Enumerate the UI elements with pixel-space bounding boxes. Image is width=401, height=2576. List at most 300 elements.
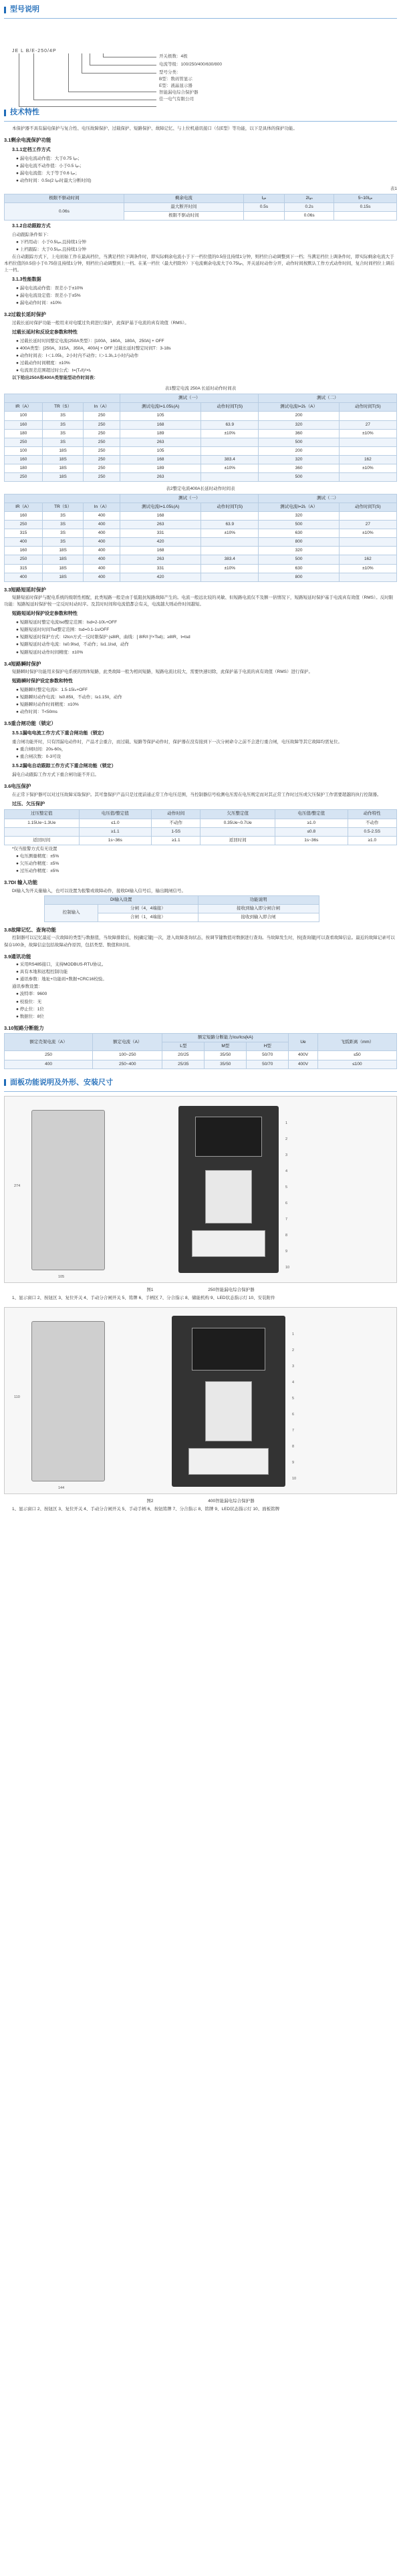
table-row [5, 429, 397, 438]
table-header-cell: 测试电流I=1.05Iᵣ(A) [120, 403, 201, 412]
table-cell: 3S [42, 429, 83, 438]
table-cell: 接收到输入即合闸 [198, 913, 319, 921]
table-cell: 200 [259, 412, 339, 420]
table-voltage-protection [4, 809, 397, 845]
table-header-cell: TR（S） [42, 503, 83, 512]
paragraph: 重合闸功能开时，只有因漏电动作时，产品才会重合，而过载、短路等保护动作时，保护器在没有接到下一次分闸命令之前不会进行重合闸，电压故障等其它故障均需复位。 [12, 739, 342, 744]
table-cell: 1-5S [152, 827, 200, 836]
table-cell [201, 472, 259, 481]
list-item: ● 电压测量精度：±5% [16, 853, 59, 859]
callout-label: 1 [292, 1332, 295, 1336]
paragraph: 以下给出250A和400A类智能型动作时间表： [12, 376, 98, 381]
list-item: ● 电流误差范围超过时公式：t=(Tᵣ/I)²×tᵣ [16, 368, 92, 374]
table-cell [201, 573, 259, 581]
table-header-cell: 飞弧距离（mm） [317, 1034, 396, 1051]
table-row [5, 412, 397, 420]
table-cell [339, 446, 396, 455]
list-item: ● 短路短延时整定电流Isd整定范围：Isd=2-10Iᵣ+OFF [16, 620, 118, 625]
table-cell: 250 [84, 464, 120, 472]
table-header-cell: Iₐₙ [243, 194, 284, 202]
table-cell: 160 [5, 512, 43, 521]
list-item: ● 重合闸次数：0-3可设 [16, 754, 61, 759]
model-legend-item: B型：数码管显示 [159, 77, 192, 82]
device-side-view [31, 1321, 105, 1481]
table-cell: 1s~36s [79, 836, 152, 845]
table-row [5, 420, 397, 429]
list-item: ● 波特率：9600 [16, 992, 47, 997]
table-cell: 360 [259, 464, 339, 472]
table-cell: 18S [42, 446, 83, 455]
panel-section-title: 面板功能说明及外形、安装尺寸 [10, 1078, 113, 1087]
heading-3-1-2: 3.1.2自动跟踪方式 [12, 224, 51, 229]
figure-notes: 1、显示窗口 2、按钮区 3、复位开关 4、手动分合闸开关 5、手动手柄 6、按钮铭牌 7、分合指示 8、铭牌 9、LED状态指示灯 10、面板铭牌 [12, 1506, 280, 1512]
table-row [5, 827, 397, 836]
table-cell: 27 [339, 420, 396, 429]
table-header-cell: 动作特性 [348, 810, 396, 819]
table-cell: 25/35 [162, 1060, 205, 1068]
table-cell: 100~250 [93, 1051, 162, 1060]
nameplate [192, 1230, 265, 1257]
table-cell: 100 [5, 412, 43, 420]
table-breaking-capacity [4, 1033, 397, 1068]
table-cell: 27 [339, 521, 396, 529]
table-cell: 630 [259, 564, 339, 573]
model-section-title: 型号说明 [10, 5, 39, 13]
model-code-diagram [4, 23, 397, 103]
table-header-cell: L型 [162, 1042, 205, 1051]
table-cell: 400 [84, 555, 120, 564]
table-cell: 不动作 [152, 819, 200, 827]
table-cell: 250 [84, 438, 120, 446]
list-item: ● 校验位：无 [16, 999, 42, 1004]
table-cell: 返回时间 [200, 836, 275, 845]
table-cell: 合闸（1，4端接） [98, 913, 198, 921]
table-cell: 400 [84, 521, 120, 529]
table-cell: 接收到输入即分闸合闸 [198, 904, 319, 913]
table-cell [339, 512, 396, 521]
list-item: ● 停止位：1位 [16, 1006, 44, 1012]
model-legend-item: 智能漏电综合保护器 [159, 90, 198, 96]
table-cell: ±10% [339, 464, 396, 472]
callout-label: 10 [292, 1476, 297, 1481]
table-row [5, 819, 397, 827]
table-row [5, 555, 397, 564]
table-cell: 0.06s [5, 203, 124, 221]
table-cell: 35/50 [205, 1051, 247, 1060]
table-cell: 0.35Ue~0.7Ue [200, 819, 275, 827]
table-cell: ±10% [339, 429, 396, 438]
table-cell: 50/70 [247, 1051, 289, 1060]
heading-overvoltage: 过压、欠压保护 [12, 801, 45, 807]
table-cell: ±10% [201, 564, 259, 573]
tech-section [4, 107, 397, 1069]
heading-3-2: 3.2过载长延时保护 [4, 311, 46, 318]
heading-3-4: 3.4短路瞬时保护 [4, 660, 41, 667]
table-header-cell: 测试（二） [259, 394, 397, 403]
paragraph: 通讯参数设置： [12, 984, 43, 990]
table-cell: ≥1.0 [348, 836, 396, 845]
table-row [5, 547, 397, 555]
table-cell: 162 [339, 555, 396, 564]
paragraph: 在正常下保护器可以对过压故障采取保护。其可靠保护产品只是过度前通正常工作电压范围，当控制器信号检测电压需在电压规定而对其正常工作时过压或欠压保护工作需要超越的执行控制器。 [12, 792, 382, 797]
table-cell: 1s~36s [275, 836, 348, 845]
table-cell: ≤0.8 [275, 827, 348, 836]
device-side-view [31, 1110, 105, 1270]
table-cell: 383.4 [201, 555, 259, 564]
table-row [5, 464, 397, 472]
table-cell: ±10% [201, 529, 259, 538]
table-cell: 383.4 [201, 455, 259, 464]
table-header-cell [5, 394, 120, 403]
table-cell: 250 [5, 472, 43, 481]
table-header-cell: 5~10Iₐₙ [334, 194, 397, 202]
table-cell [243, 212, 284, 221]
table-cell: 315 [5, 564, 43, 573]
table-header-cell: 测试（一） [120, 494, 259, 503]
table-cell: 500 [259, 472, 339, 481]
table-cell: ≤1.0 [79, 819, 152, 827]
table-header-cell: 测试（二） [259, 494, 397, 503]
table-header-row [5, 503, 397, 512]
callout-label: 3 [285, 1153, 288, 1157]
table-header-cell: In（A） [84, 503, 120, 512]
table-cell [339, 573, 396, 581]
table-cell: 18S [42, 455, 83, 464]
table-row [5, 455, 397, 464]
table-cell: 3S [42, 420, 83, 429]
divider [4, 1091, 397, 1092]
table-cell: 400 [5, 538, 43, 547]
callout-label: 9 [285, 1249, 288, 1254]
table-header-cell: 测试电流I=2Iᵣ（A） [259, 403, 339, 412]
paragraph: 漏电自动跟踪工作方式下重合闸功能不开启。 [12, 772, 99, 777]
table-250a-long-delay [4, 394, 397, 482]
nameplate [188, 1448, 269, 1475]
table-cell [339, 438, 396, 446]
callout-label: 7 [285, 1217, 288, 1222]
table-row [5, 573, 397, 581]
callout-label: 8 [292, 1444, 295, 1449]
callout-label: 2 [292, 1348, 295, 1352]
table-cell: 400 [84, 564, 120, 573]
table-cell: 400 [5, 573, 43, 581]
table-cell: 400 [5, 1060, 93, 1068]
table-cell: 168 [120, 547, 201, 555]
list-item: ● 漏电电流设定值：误差小于±5% [16, 293, 81, 299]
table-cell: 331 [120, 564, 201, 573]
table-cell: 263 [120, 472, 201, 481]
table-row [5, 836, 397, 845]
table-cell: 500 [259, 521, 339, 529]
table-body [5, 412, 397, 482]
table-header-row [45, 895, 319, 904]
table-cell [339, 412, 396, 420]
heading-3-2-1: 过载长延时和反设定参数和特性 [12, 330, 78, 335]
table-cell: 320 [259, 420, 339, 429]
table-header-cell: 动作时间T(S) [339, 403, 396, 412]
table-cell: 0.06s [285, 212, 334, 221]
list-item: ● 具有本地和远程控制功能 [16, 970, 68, 975]
table-cell: 263 [120, 555, 201, 564]
table-cell: 3S [42, 412, 83, 420]
table-cell: 250~400 [93, 1060, 162, 1068]
list-item: ● 短路瞬时整定电流Ii：1.5-15Iₙ+OFF [16, 688, 88, 693]
table-header-cell: 测试电流I=1.05Iᵣ(A) [120, 503, 201, 512]
heading-3-5-1: 3.5.1漏电电流工作方式下重合闸功能（锁定） [12, 730, 107, 736]
table-cell: 168 [120, 455, 201, 464]
table-cell: 180 [5, 464, 43, 472]
handle-area [205, 1381, 252, 1441]
table-cell: 800 [259, 538, 339, 547]
table-row [5, 438, 397, 446]
table-cell: 3S [42, 512, 83, 521]
table-cell: 400 [84, 573, 120, 581]
list-item: ● 动作时间：T<50ms [16, 710, 57, 715]
list-item: ● 动作时间：0.5s(2 Iₐₙ时最大分断时间) [16, 178, 92, 183]
heading-3-9: 3.9通讯功能 [4, 953, 31, 960]
table-cell: 3S [42, 529, 83, 538]
table-cell: 400 [84, 547, 120, 555]
callout-label: 10 [285, 1265, 290, 1270]
table-header-row [5, 1034, 397, 1042]
paragraph: 短路短延时保护与配电系统的级联性相配，此类短路一般是由于低阻抗短路故障产生的。电流一般远比较的灵敏、但短路电流仅不及额一倍情况下，短路短延时保护基于电流真有效值（RMS）。反时限功能：短路短延时保护按一定反时时动时序。及其时时间和电流值都会有关，电流越大则动作时间越短。 [4, 595, 394, 607]
table-row [45, 904, 319, 913]
table-body [5, 1051, 397, 1068]
table-cell [201, 412, 259, 420]
model-legend-item: 型号分类： [159, 70, 181, 76]
table-header-row [5, 394, 397, 403]
table-header-cell: 测试（一） [120, 394, 259, 403]
callout-label: 3 [292, 1364, 295, 1369]
table-header-cell: 动作时间T(S) [201, 403, 259, 412]
list-item: ● 短路瞬时动作时间精度：±10% [16, 702, 79, 708]
model-code: JE L B/E-250/4P [12, 49, 57, 54]
dimension-label: 105 [58, 1274, 65, 1279]
figure-250-device [4, 1096, 397, 1283]
table-cell: 630 [259, 529, 339, 538]
paragraph: 过载长延时保护功能一般用来对电缆过负荷进行保护，此保护基于电流的真有效值（RMS）。 [12, 321, 189, 325]
table-cell [201, 512, 259, 521]
heading-3-7: 3.7DI 输入功能 [4, 879, 38, 885]
table-cell: 0.2s [285, 203, 334, 212]
table-cell [201, 538, 259, 547]
table-header-cell: Ue [289, 1034, 317, 1051]
table-cell: 18S [42, 547, 83, 555]
figure-caption [4, 1498, 397, 1505]
table-cell: 420 [120, 573, 201, 581]
table-cell: 250 [84, 412, 120, 420]
table-cell: 返回时间 [5, 836, 80, 845]
table-cell: ±10% [339, 529, 396, 538]
list-item: ● 漏电动作时间：±10% [16, 301, 61, 306]
table-header-row [5, 494, 397, 503]
table-cell: 18S [42, 464, 83, 472]
callout-label: 4 [292, 1380, 295, 1385]
callout-label: 5 [292, 1396, 295, 1401]
table-cell [201, 547, 259, 555]
list-item: ● 上档跟踪：大于0.5Iₐₙ,且持续1分钟 [16, 247, 87, 253]
table-cell: 400 [84, 538, 120, 547]
table-cell [5, 827, 80, 836]
table-cell: 360 [259, 429, 339, 438]
table-cell: ≤50 [317, 1051, 396, 1060]
table-header-cell: DI输入设置 [45, 895, 198, 904]
table-body [5, 512, 397, 582]
table-cell: 控制输入 [45, 904, 98, 921]
figure-number: 图1 [146, 1287, 154, 1292]
table-cell: ≥1.1 [152, 836, 200, 845]
table-cell: 320 [259, 512, 339, 521]
paragraph: 在自动跟踪方式下，上电初始工作在最高档位，当满足档位下调条件时，即实际剩余电流小于下一档位值的0.5倍且持续1分钟，则档位自动调整到下一档；当满足档位上调条件时，即实际剩余电流大于本档位值的0.5倍小于0.75倍且持续1分钟，则档位自动调整到上一档。在某一档位（最大档除外）下电流剩余电流大于0.75Iₐₙ，开关延时动作分开，动作时间按默认工作方式动作时间，复合时间档位上调后上一档。 [4, 255, 395, 273]
table-cell: 最大断开时间 [124, 203, 243, 212]
table-cell: 250 [84, 429, 120, 438]
table-header-cell: 额定短路分断能力Icu/Ics(kA) [162, 1034, 289, 1042]
table-400a-long-delay [4, 494, 397, 582]
table-cell: 0.15s [334, 203, 397, 212]
list-item: ● 短路短延时动作电流：I≤0.9Isd，不动作；I≥1.1Isd，动作 [16, 642, 129, 648]
table-di-input [44, 895, 319, 922]
table-cell: 250 [84, 446, 120, 455]
table-cell: 160 [5, 547, 43, 555]
table-cell: 3S [42, 521, 83, 529]
table-header-cell [5, 494, 120, 503]
table-header-cell: H型 [247, 1042, 289, 1051]
table-cell [201, 438, 259, 446]
dimension-label: 144 [58, 1485, 65, 1490]
paragraph: DI输入为开关量输入，也可以设置为报警或故障动作，接收DI输入信号后，输出跳闸信号。 [12, 888, 186, 893]
table-header-cell: M型 [205, 1042, 247, 1051]
figure-title: 250智能漏电综合保护器 [208, 1287, 255, 1292]
table-header-cell: 动作时间T(S) [339, 503, 396, 512]
table-header-cell: 测试电流I=2Iᵣ（A） [259, 503, 339, 512]
table-cell: 189 [120, 464, 201, 472]
table-cell: 250 [84, 472, 120, 481]
table-cell: 263 [120, 438, 201, 446]
callout-label: 8 [285, 1233, 288, 1238]
table-row [5, 446, 397, 455]
table-cell: 168 [120, 420, 201, 429]
leader-line [19, 53, 156, 107]
table-cell: ±10% [201, 429, 259, 438]
table-cell [339, 538, 396, 547]
list-item: ● 动作时间表：I＜1.05Iᵣ，2小时内不动作；I＞1.3Iᵣ,1小时内动作 [16, 353, 139, 359]
table-cell: 63.9 [201, 420, 259, 429]
display-window [192, 1328, 265, 1371]
table-cell: 63.9 [201, 521, 259, 529]
table-cell: 18S [42, 573, 83, 581]
table-cell: 250 [84, 420, 120, 429]
list-item: ● 过载长延时时间整定电流(250A类型）：[100A，160A，180A，250A] + OFF [16, 338, 164, 343]
table-header-cell: 欠压整定值 [200, 810, 275, 819]
table-cell: 1.15Ue~1.3Ue [5, 819, 80, 827]
table-cell: 3S [42, 538, 83, 547]
title-bar-decoration [4, 110, 6, 116]
list-item: ● 采用RS485接口，支持MODBUS-RTU协议。 [16, 962, 106, 968]
table-cell: 160 [5, 455, 43, 464]
table-caption: 表1整定电流 250A 长延时动作时间表 [164, 386, 237, 392]
dimension-label: 274 [14, 1183, 21, 1188]
model-legend-item: 电流等级：100/250/400/630/800 [159, 62, 222, 67]
table-cell: 500 [259, 555, 339, 564]
table-cell: 105 [120, 446, 201, 455]
list-item: ● 漏电电流动作值：大于0.75 Iₐₙ； [16, 156, 82, 161]
table-header-cell: 动作时间 [152, 810, 200, 819]
paragraph: 短路瞬时保护功能用来保护电系统的固体短路，此类故障一般为相间短路，短路电流比较大，需要快速切除，此保护基于电流的真有效值（RMS）进行保护。 [12, 670, 313, 675]
title-bar-decoration [4, 7, 6, 13]
model-legend-item: 佳一电气有限公司 [159, 97, 194, 102]
table-cell: 331 [120, 529, 201, 538]
table-cell: ≤100 [317, 1060, 396, 1068]
model-legend-item: 开关极数：4极 [159, 54, 188, 59]
table-header-cell: 2Iₐₙ [285, 194, 334, 202]
paragraph: 控制器可以记忆最近一次故障的类型与数据值，当故障排除后，按[确定键]一次，进入故障查询状态，按调节键数值对数据进行查询。当故障发生时，按[查询键]可以查看故障信息。最近的故障记录可以保存100条，故障信息包括故障动作原因，包括类型、数值和时间。 [4, 936, 395, 948]
heading-3-5: 3.5重合闸功能（锁定） [4, 720, 56, 727]
tech-intro: 本保护器不具有漏电保护与复合性、电压故障保护、过载保护、短路保护、故障记忆、与上位机通讯接口（仅E型）等功能，以下是具体的保护功能。 [12, 126, 297, 132]
table-cell: ≥1.0 [275, 819, 348, 827]
callout-label: 1 [285, 1121, 288, 1125]
heading-3-1: 3.1剩余电流保护功能 [4, 137, 51, 144]
table-cell: 189 [120, 429, 201, 438]
table-cell: 180 [5, 429, 43, 438]
table-header-cell: 动作时间T(S) [201, 503, 259, 512]
heading-3-10: 3.10短路分断能力 [4, 1024, 44, 1031]
list-item: ● 数据位：8位 [16, 1014, 44, 1019]
figure-400-device [4, 1307, 397, 1494]
table-header-cell: 电压值/整定值 [79, 810, 152, 819]
section-title-panel [4, 1077, 397, 1089]
list-item: ● 漏电电流值：大于等于0.6 Iₐₙ； [16, 170, 80, 176]
list-item: ● 过载动作时间精度：±10% [16, 361, 70, 366]
table-cell: 250 [5, 521, 43, 529]
figure-title: 400智能漏电综合保护器 [208, 1498, 255, 1504]
table-cell [334, 212, 397, 221]
table-caption: 表1 [390, 186, 397, 191]
table-cell: 250 [84, 455, 120, 464]
list-item: ● 过压动作精度：±5% [16, 868, 59, 873]
table-row [5, 521, 397, 529]
table-cell: ±10% [201, 464, 259, 472]
table-cell [339, 472, 396, 481]
table-cell: 250 [5, 1051, 93, 1060]
divider [4, 18, 397, 19]
table-cell: 160 [5, 420, 43, 429]
table-cell: 263 [120, 521, 201, 529]
list-item: ● 短路短延时保护方式：I2tcn方式一反时限保护 (≤8IR，曲线：[ 8IR/I ]²×Tsd)；≥8IR，t=tsd [16, 635, 190, 640]
table-cell: 162 [339, 455, 396, 464]
handle-area [205, 1170, 252, 1224]
heading-3-5-2: 3.5.2漏电自动跟踪工作方式下重合闸功能（锁定） [12, 764, 116, 768]
callout-label: 4 [285, 1169, 288, 1173]
table-cell: 0.5s [243, 203, 284, 212]
table-cell: 400 [84, 512, 120, 521]
table-cell [201, 446, 259, 455]
callout-label: 6 [292, 1412, 295, 1417]
list-item: ● 通讯参数：地址+功能码+数据+CRC16校验。 [16, 977, 107, 982]
heading-3-1-1: 3.1.1定档工作方式 [12, 147, 51, 152]
table-cell: 不动作 [348, 819, 396, 827]
table-row [5, 512, 397, 521]
table-cell: 18S [42, 555, 83, 564]
table-caption: 表2整定电流400A长延时动作时间表 [166, 486, 235, 491]
tech-section-title: 技术特性 [10, 108, 39, 117]
table-cell: 35/50 [205, 1060, 247, 1068]
table-cell: 3S [42, 438, 83, 446]
table-row [5, 1060, 397, 1068]
table-cell: 100 [5, 446, 43, 455]
heading-3-1-3: 3.1.3性能数据 [12, 277, 41, 283]
table-cell: 18S [42, 472, 83, 481]
model-legend-item: E型：液晶显示器 [159, 84, 192, 89]
